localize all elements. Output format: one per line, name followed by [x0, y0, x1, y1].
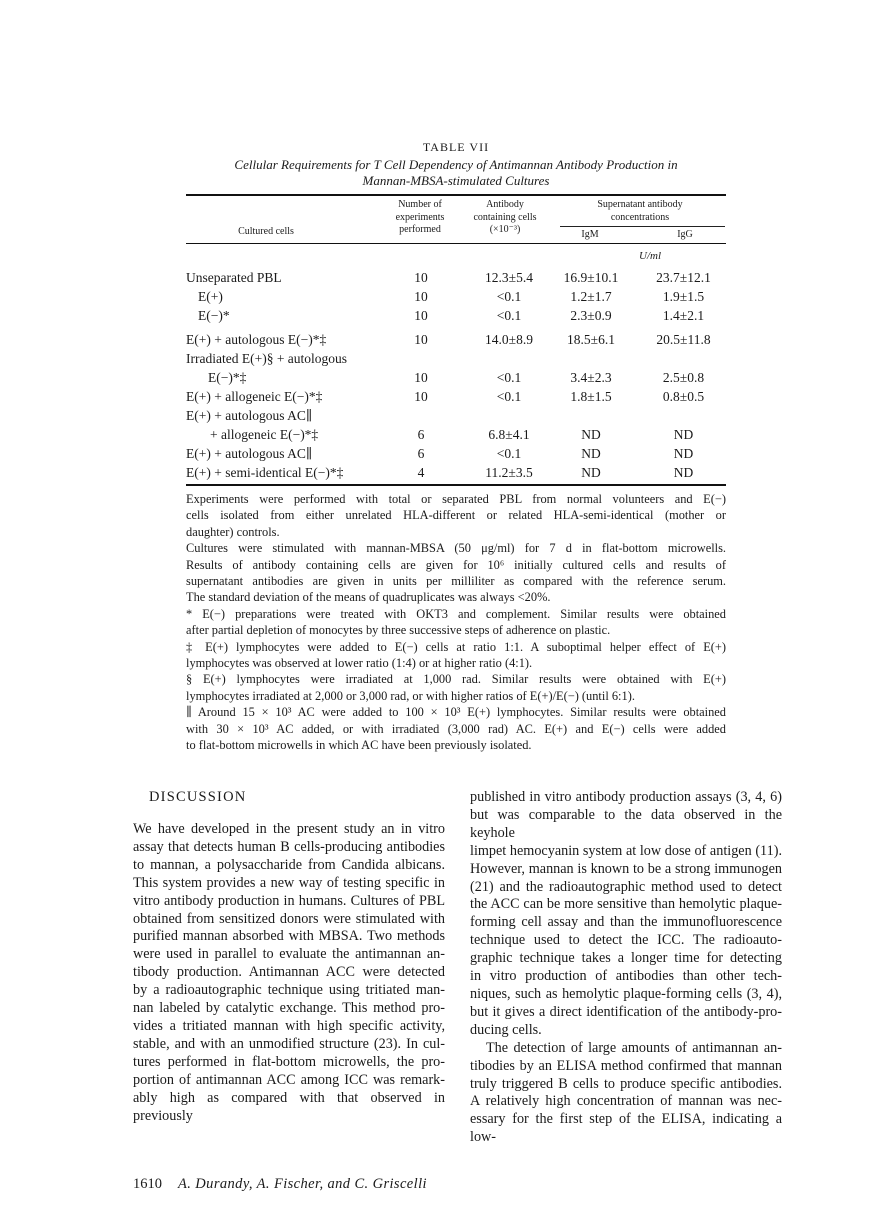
text-line: by a radioautographic technique using tritiated man- — [133, 982, 445, 999]
cell-igm: ND — [581, 446, 601, 461]
text-line: were used in parallel to evaluate the antimannan an- — [133, 946, 445, 963]
table-bottom-rule — [186, 484, 726, 486]
table-row — [186, 427, 726, 446]
cell-acc: <0.1 — [496, 289, 522, 304]
cell-acc: <0.1 — [496, 446, 522, 461]
cell-igg: 20.5±11.8 — [656, 332, 711, 347]
table-row — [186, 465, 726, 484]
text-line: truly triggered B cells to produce specific antibodies. — [470, 1075, 782, 1092]
cell-cultured-cells: E(+) — [198, 289, 223, 304]
text-line: We have developed in the present study an in vitro — [133, 821, 445, 837]
table-row — [186, 446, 726, 465]
cell-num-experiments: 6 — [417, 427, 425, 442]
text-line: essary for the first step of the ELISA, indicating a low- — [470, 1111, 782, 1146]
header-line: experiments — [395, 211, 445, 223]
footnote-line: * E(−) preparations were treated with OKT3 and complement. Similar results were obtained — [186, 606, 726, 621]
cell-igm: 3.4±2.3 — [570, 370, 612, 385]
running-footer-authors: A. Durandy, A. Fischer, and C. Griscelli — [178, 1176, 427, 1192]
table-footnotes — [186, 491, 726, 754]
header-igg: IgG — [677, 229, 693, 240]
text-line: stable, and with an unmodified structure (23). In cul- — [133, 1035, 445, 1052]
text-line: technique used to detect the ICC. The radioauto- — [470, 932, 782, 949]
text-line: published in vitro antibody production assays (3, 4, 6) — [470, 789, 782, 805]
table-row — [186, 351, 726, 370]
unit-label: U/ml — [639, 250, 661, 262]
text-line: forming cell assay and than the immunofluorescence — [470, 914, 782, 931]
header-num-experiments — [385, 199, 455, 237]
header-line: containing cells — [473, 211, 537, 223]
cell-cultured-cells: E(+) + autologous AC∥ — [186, 446, 313, 461]
text-line: limpet hemocyanin system at low dose of antigen (11). — [470, 842, 782, 859]
header-rule — [186, 243, 726, 244]
text-line: to mannan, a polysaccharide from Candida albicans. — [133, 856, 445, 873]
text-line: tures performed in flat-bottom microwells, the pro- — [133, 1053, 445, 1070]
cell-igg: ND — [673, 427, 694, 442]
text-line: ably high as compared with that observed in previously — [133, 1089, 445, 1124]
cell-igg: ND — [673, 446, 694, 461]
text-line: tibody production. Antimannan ACC were detected — [133, 964, 445, 981]
text-line: obtained from sensitized donors were stimulated with — [133, 910, 445, 927]
table-row — [186, 332, 726, 351]
cell-num-experiments: 10 — [414, 389, 428, 404]
footnote-line: § E(+) lymphocytes were irradiated at 1,000 rad. Similar results were obtained with E(+) — [186, 672, 726, 687]
table-row — [186, 270, 726, 289]
cell-igg: 1.4±2.1 — [662, 308, 705, 323]
cell-acc: <0.1 — [496, 370, 522, 385]
table-row — [186, 389, 726, 408]
cell-num-experiments: 10 — [414, 308, 428, 323]
footnote-line: to flat-bottom microwells in which AC have been previously isolated. — [186, 738, 532, 753]
text-line: A relatively high concentration of mannan was nec- — [470, 1093, 782, 1110]
cell-cultured-cells: + allogeneic E(−)*‡ — [210, 427, 319, 442]
cell-num-experiments: 10 — [414, 370, 428, 385]
header-line: concentrations — [610, 211, 670, 223]
header-line: Number of — [398, 199, 442, 210]
cell-igg: 2.5±0.8 — [662, 370, 705, 385]
header-line: (×10⁻³) — [489, 224, 521, 235]
header-cultured-cells: Cultured cells — [238, 226, 294, 237]
text-line: nan labeled by catalytic exchange. This method pro- — [133, 1000, 445, 1017]
cell-igm: ND — [581, 465, 601, 480]
text-line: portion of antimannan ACC among ICC was remark- — [133, 1071, 445, 1088]
text-line: but was comparable to the data observed in the keyhole — [470, 806, 782, 841]
text-line: tibodies by an ELISA method confirmed that mannan — [470, 1057, 782, 1074]
cell-num-experiments: 10 — [414, 289, 428, 304]
header-acc — [460, 199, 550, 237]
cell-igg: 23.7±12.1 — [656, 270, 711, 285]
table-top-rule — [186, 194, 726, 196]
table-row — [186, 308, 726, 327]
table-row — [186, 370, 726, 389]
cell-acc: <0.1 — [496, 308, 522, 323]
cell-num-experiments: 4 — [417, 465, 425, 480]
footnote-line: lymphocytes irradiated at 2,000 or 3,000 rad, or with higher ratios of E(+)/E(−) (until 6:1). — [186, 688, 635, 703]
cell-igm: 1.2±1.7 — [570, 289, 612, 304]
table-caption-line: Mannan-MBSA-stimulated Cultures — [362, 173, 550, 188]
text-line: but it gives a direct identification of the antibody-pro- — [470, 1003, 782, 1020]
cell-igg: 0.8±0.5 — [662, 389, 705, 404]
text-line: The detection of large amounts of antimannan an- — [486, 1039, 782, 1056]
cell-igm: 2.3±0.9 — [570, 308, 612, 323]
cell-igm: 16.9±10.1 — [563, 270, 619, 285]
table-caption-line: Cellular Requirements for T Cell Dependency of Antimannan Antibody Production in — [234, 157, 678, 172]
section-heading: DISCUSSION — [149, 789, 247, 805]
cell-cultured-cells: Unseparated PBL — [186, 270, 282, 285]
footnote-line: Results of antibody containing cells are given for 10⁶ initially cultured cells and results of — [186, 557, 726, 572]
header-line: performed — [399, 224, 441, 235]
footnote-line: lymphocytes was observed at lower ratio (1:4) or at higher ratio (4:1). — [186, 656, 533, 671]
header-igm: IgM — [581, 229, 599, 240]
cell-acc: 11.2±3.5 — [485, 465, 533, 480]
cell-cultured-cells: E(−)*‡ — [208, 370, 247, 385]
table-label: TABLE VII — [422, 140, 490, 154]
cell-igg: 1.9±1.5 — [662, 289, 705, 304]
cell-num-experiments: 6 — [417, 446, 425, 461]
cell-igm: 18.5±6.1 — [567, 332, 615, 347]
footnote-line: ‡ E(+) lymphocytes were added to E(−) cells at ratio 1:1. A suboptimal helper effect of E(+) — [186, 639, 726, 654]
cell-acc: <0.1 — [496, 389, 522, 404]
cell-cultured-cells: Irradiated E(+)§ + autologous — [186, 351, 348, 366]
table-row — [186, 289, 726, 308]
text-line: the ACC can be more sensitive than hemolytic plaque- — [470, 896, 782, 913]
text-line: assay that detects human B cells-producing antibodies — [133, 838, 445, 855]
header-supernatant — [555, 199, 725, 224]
text-line: ducing cells. — [470, 1021, 542, 1038]
footnote-line: after partial depletion of monocytes by three successive steps of adherence on plastic. — [186, 623, 611, 638]
cell-igg: ND — [673, 465, 694, 480]
left-column — [133, 821, 445, 1125]
header-line: Antibody — [486, 199, 524, 210]
cell-cultured-cells: E(+) + autologous E(−)*‡ — [186, 332, 327, 347]
supernatant-rule — [560, 226, 725, 227]
text-line: graphic technique takes a longer time for detecting — [470, 950, 782, 967]
cell-cultured-cells: E(−)* — [198, 308, 230, 323]
footnote-line: supernatant antibodies are given in units per milliliter as compared with the reference serum. — [186, 574, 726, 589]
footnote-line: with 30 × 10³ AC added, or with irradiated (3,000 rad) AC. E(+) and E(−) cells were added — [186, 721, 726, 736]
footnote-line: The standard deviation of the means of quadruplicates was always <20%. — [186, 590, 551, 605]
footnote-line: Experiments were performed with total or separated PBL from normal volunteers and E(−) — [186, 492, 726, 506]
text-line: vides a tritiated mannan with high specific activity, — [133, 1017, 445, 1034]
table-row — [186, 408, 726, 427]
footnote-line: daughter) controls. — [186, 524, 280, 539]
header-line: Supernatant antibody — [597, 199, 683, 210]
text-line: However, mannan is known to be a strong immunogen — [470, 860, 782, 877]
cell-cultured-cells: E(+) + autologous AC∥ — [186, 408, 313, 423]
cell-acc: 12.3±5.4 — [485, 270, 533, 285]
cell-igm: 1.8±1.5 — [570, 389, 612, 404]
footnote-line: cells isolated from either unrelated HLA-different or related HLA-semi-identical (mother or — [186, 508, 726, 523]
text-line: purified mannan absorbed with MBSA. Two methods — [133, 928, 445, 945]
text-line: in vitro production of antibodies than other tech- — [470, 968, 782, 985]
text-line: This system provides a new way of testing specific in — [133, 874, 445, 891]
cell-acc: 6.8±4.1 — [488, 427, 530, 442]
cell-num-experiments: 10 — [414, 270, 428, 285]
cell-cultured-cells: E(+) + allogeneic E(−)*‡ — [186, 389, 323, 404]
text-line: (21) and the radioautographic method used to detect — [470, 878, 782, 895]
page-number: 1610 — [133, 1176, 162, 1192]
footnote-line: ∥ Around 15 × 10³ AC were added to 100 × 10³ E(+) lymphocytes. Similar results were obtained — [186, 705, 726, 720]
text-line: vitro antibody production in humans. Cultures of PBL — [133, 892, 445, 909]
cell-num-experiments: 10 — [414, 332, 428, 347]
cell-cultured-cells: E(+) + semi-identical E(−)*‡ — [186, 465, 344, 480]
cell-igm: ND — [581, 427, 601, 442]
right-column — [470, 789, 782, 1147]
cell-acc: 14.0±8.9 — [485, 332, 533, 347]
text-line: niques, such as hemolytic plaque-forming cells (3, 4), — [470, 985, 782, 1002]
footnote-line: Cultures were stimulated with mannan-MBSA (50 μg/ml) for 7 d in flat-bottom microwells. — [186, 541, 726, 556]
